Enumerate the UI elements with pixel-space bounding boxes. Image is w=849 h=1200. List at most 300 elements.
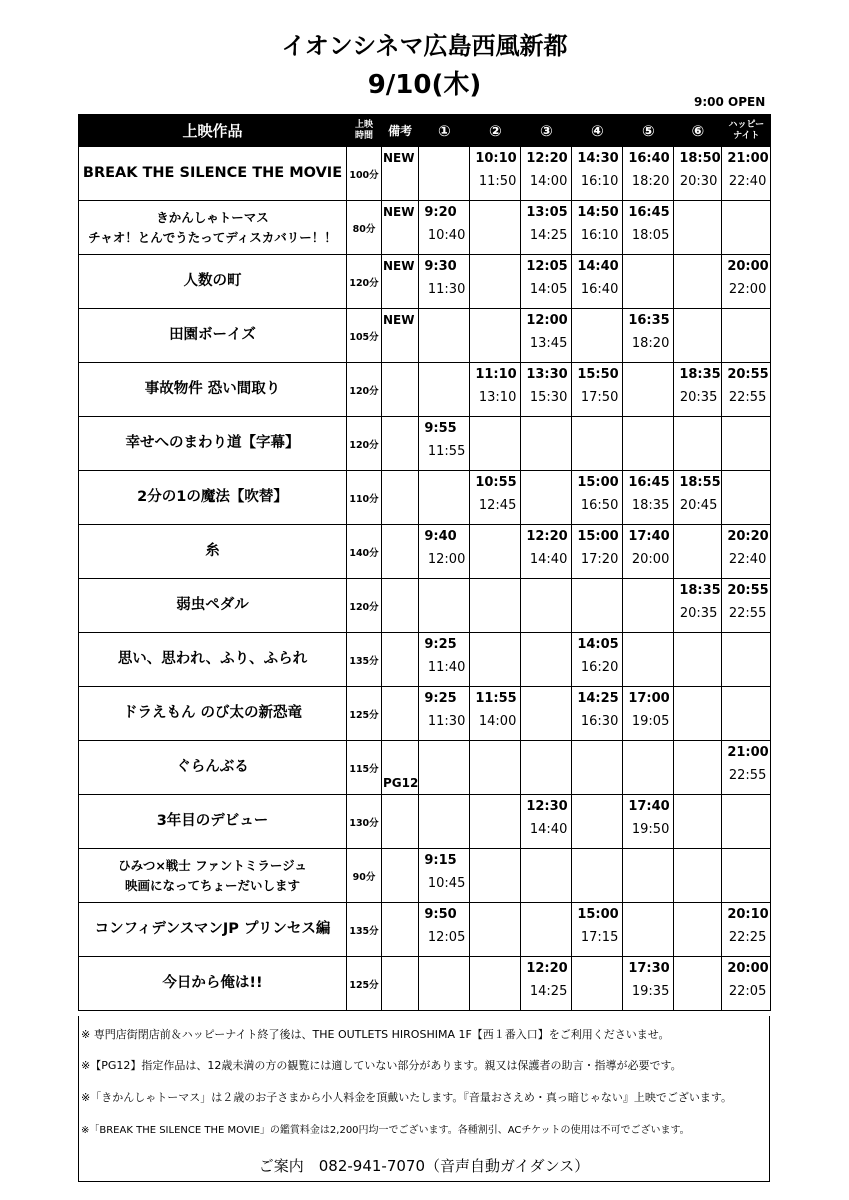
showtime-screen-5 <box>623 255 674 309</box>
movie-title <box>79 147 347 201</box>
showtime-screen-3 <box>521 849 572 903</box>
start-time: 12:20 <box>526 961 568 976</box>
showtime-screen-5 <box>623 741 674 795</box>
movie-title <box>79 741 347 795</box>
start-time: 18:55 <box>679 475 721 490</box>
showtime-screen-5 <box>623 417 674 471</box>
table-row <box>79 849 771 903</box>
showtime-happy-night <box>722 579 771 633</box>
showtime-screen-5 <box>623 525 674 579</box>
showtime-screen-6 <box>674 957 722 1011</box>
showtime-screen-1 <box>419 363 470 417</box>
start-time: 12:05 <box>526 259 568 274</box>
showtime-screen-3 <box>521 417 572 471</box>
showtime-happy-night <box>722 525 771 579</box>
start-time: 14:40 <box>577 259 619 274</box>
movie-title-line: 思い、思われ、ふり、ふられ <box>117 651 308 667</box>
end-time: 16:10 <box>580 228 619 243</box>
start-time: 12:00 <box>526 313 568 328</box>
showtime-screen-6 <box>674 255 722 309</box>
table-row <box>79 903 771 957</box>
end-time: 20:45 <box>679 498 718 513</box>
start-time: 13:05 <box>526 205 568 220</box>
end-time: 20:00 <box>631 552 670 567</box>
movie-title <box>79 309 347 363</box>
start-time: 20:20 <box>727 529 769 544</box>
header-screen-4: ④ <box>572 115 623 147</box>
end-time: 11:55 <box>427 444 466 459</box>
movie-title-line: ひみつ×戦士 ファントミラージュ <box>118 857 307 873</box>
end-time: 14:05 <box>529 282 568 297</box>
start-time: 21:00 <box>727 151 769 166</box>
movie-note <box>382 687 419 741</box>
showtime-happy-night <box>722 201 771 255</box>
start-time: 18:35 <box>679 583 721 598</box>
showtime-screen-3 <box>521 147 572 201</box>
showtime-screen-6 <box>674 633 722 687</box>
showtime-screen-3 <box>521 633 572 687</box>
end-time: 12:00 <box>427 552 466 567</box>
showtime-screen-2 <box>470 147 521 201</box>
showtime-happy-night <box>722 309 771 363</box>
showtime-screen-1 <box>419 957 470 1011</box>
showtime-screen-3 <box>521 795 572 849</box>
end-time: 19:05 <box>631 714 670 729</box>
showtime-screen-4 <box>572 471 623 525</box>
showtime-screen-4 <box>572 903 623 957</box>
end-time: 18:35 <box>631 498 670 513</box>
showtime-screen-3 <box>521 579 572 633</box>
showtime-screen-4 <box>572 201 623 255</box>
movie-title-line: 田園ボーイズ <box>169 327 256 343</box>
movie-note <box>382 579 419 633</box>
end-time: 22:00 <box>728 282 767 297</box>
end-time: 17:20 <box>580 552 619 567</box>
showtime-screen-4 <box>572 579 623 633</box>
showtime-screen-5 <box>623 903 674 957</box>
movie-title-line: 人数の町 <box>183 273 242 289</box>
start-time: 21:00 <box>727 745 769 760</box>
movie-title-line: 事故物件 恐い間取り <box>144 381 281 397</box>
showtime-screen-5 <box>623 957 674 1011</box>
header-duration: 上映 時間 <box>347 115 382 147</box>
showtime-screen-1 <box>419 309 470 363</box>
showtime-screen-1 <box>419 147 470 201</box>
end-time: 14:40 <box>529 822 568 837</box>
start-time: 14:50 <box>577 205 619 220</box>
movie-title-line: ドラえもん のび太の新恐竜 <box>122 705 303 721</box>
showtime-screen-6 <box>674 147 722 201</box>
start-time: 13:30 <box>526 367 568 382</box>
movie-duration: 120分 <box>347 363 382 417</box>
table-row <box>79 255 771 309</box>
showtime-screen-3 <box>521 957 572 1011</box>
start-time: 9:25 <box>424 637 457 652</box>
start-time: 10:55 <box>475 475 517 490</box>
end-time: 14:00 <box>478 714 517 729</box>
header-note: 備考 <box>382 115 419 147</box>
end-time: 13:10 <box>478 390 517 405</box>
start-time: 17:00 <box>628 691 670 706</box>
showtime-screen-3 <box>521 309 572 363</box>
showtime-screen-5 <box>623 687 674 741</box>
showtime-screen-2 <box>470 741 521 795</box>
showtime-screen-2 <box>470 957 521 1011</box>
theater-name: イオンシネマ広島西風新都 <box>281 32 568 60</box>
showtime-screen-6 <box>674 363 722 417</box>
showtime-screen-6 <box>674 741 722 795</box>
showtime-happy-night <box>722 687 771 741</box>
showtime-screen-5 <box>623 309 674 363</box>
showtime-screen-5 <box>623 201 674 255</box>
end-time: 16:20 <box>580 660 619 675</box>
end-time: 18:05 <box>631 228 670 243</box>
start-time: 9:40 <box>424 529 457 544</box>
showtime-screen-2 <box>470 849 521 903</box>
movie-note <box>382 471 419 525</box>
end-time: 22:40 <box>728 552 767 567</box>
table-row <box>79 795 771 849</box>
start-time: 20:55 <box>727 583 769 598</box>
showtime-screen-1 <box>419 255 470 309</box>
showtime-happy-night <box>722 417 771 471</box>
movie-note <box>382 849 419 903</box>
movie-duration: 80分 <box>347 201 382 255</box>
start-time: 16:45 <box>628 475 670 490</box>
header-screen-3: ③ <box>521 115 572 147</box>
end-time: 16:10 <box>580 174 619 189</box>
showtime-screen-2 <box>470 201 521 255</box>
showtime-screen-3 <box>521 687 572 741</box>
movie-title-line: 今日から俺は!! <box>162 975 263 991</box>
table-row <box>79 957 771 1011</box>
showtime-screen-5 <box>623 579 674 633</box>
start-time: 15:00 <box>577 529 619 544</box>
movie-title-line: 3年目のデビュー <box>156 813 269 829</box>
showtime-happy-night <box>722 633 771 687</box>
showtime-screen-6 <box>674 471 722 525</box>
showtime-screen-1 <box>419 633 470 687</box>
end-time: 22:05 <box>728 984 767 999</box>
note-line: ※「BREAK THE SILENCE THE MOVIE」の鑑賞料金は2,200円均一でございます。各種割引、ACチケットの使用は不可でございます。 <box>81 1125 690 1136</box>
showtime-screen-1 <box>419 849 470 903</box>
showtime-happy-night <box>722 849 771 903</box>
showtime-screen-2 <box>470 579 521 633</box>
header-screen-6: ⑥ <box>674 115 722 147</box>
showtime-screen-6 <box>674 579 722 633</box>
start-time: 14:30 <box>577 151 619 166</box>
movie-duration: 115分 <box>347 741 382 795</box>
table-row <box>79 579 771 633</box>
showtime-screen-3 <box>521 255 572 309</box>
showtime-screen-3 <box>521 471 572 525</box>
movie-title-line: 2分の1の魔法【吹替】 <box>137 489 288 505</box>
schedule-date: 9/10(木) <box>367 70 482 100</box>
showtime-happy-night <box>722 741 771 795</box>
start-time: 12:20 <box>526 151 568 166</box>
showtime-happy-night <box>722 147 771 201</box>
start-time: 10:10 <box>475 151 517 166</box>
movie-duration: 110分 <box>347 471 382 525</box>
start-time: 9:15 <box>424 853 457 868</box>
start-time: 18:50 <box>679 151 721 166</box>
movie-duration: 105分 <box>347 309 382 363</box>
movie-title <box>79 363 347 417</box>
movie-duration: 135分 <box>347 903 382 957</box>
showtime-screen-2 <box>470 471 521 525</box>
end-time: 16:40 <box>580 282 619 297</box>
showtime-screen-6 <box>674 849 722 903</box>
end-time: 22:55 <box>728 768 767 783</box>
start-time: 20:00 <box>727 961 769 976</box>
showtime-happy-night <box>722 903 771 957</box>
end-time: 14:00 <box>529 174 568 189</box>
movie-title <box>79 903 347 957</box>
start-time: 11:10 <box>475 367 517 382</box>
end-time: 11:40 <box>427 660 466 675</box>
header-screen-5: ⑤ <box>623 115 674 147</box>
movie-title-line: ぐらんぶる <box>176 759 249 775</box>
movie-note: NEW <box>382 309 419 363</box>
movie-note <box>382 903 419 957</box>
end-time: 20:35 <box>679 390 718 405</box>
movie-note <box>382 795 419 849</box>
table-row <box>79 147 771 201</box>
end-time: 11:30 <box>427 282 466 297</box>
showtime-screen-5 <box>623 471 674 525</box>
showtime-screen-1 <box>419 579 470 633</box>
table-row <box>79 741 771 795</box>
showtime-screen-4 <box>572 795 623 849</box>
movie-note: PG12 <box>382 741 419 795</box>
header-screen-1: ① <box>419 115 470 147</box>
start-time: 12:20 <box>526 529 568 544</box>
showtime-screen-4 <box>572 417 623 471</box>
movie-duration: 120分 <box>347 579 382 633</box>
showtime-screen-1 <box>419 903 470 957</box>
end-time: 12:45 <box>478 498 517 513</box>
start-time: 15:00 <box>577 475 619 490</box>
movie-note: NEW <box>382 201 419 255</box>
showtime-screen-5 <box>623 363 674 417</box>
header-happy-night: ハッピー ナイト <box>722 115 771 147</box>
end-time: 20:30 <box>679 174 718 189</box>
showtime-screen-4 <box>572 957 623 1011</box>
showtime-screen-1 <box>419 687 470 741</box>
start-time: 15:50 <box>577 367 619 382</box>
showtime-screen-2 <box>470 687 521 741</box>
end-time: 17:15 <box>580 930 619 945</box>
showtime-screen-6 <box>674 201 722 255</box>
start-time: 20:00 <box>727 259 769 274</box>
start-time: 9:25 <box>424 691 457 706</box>
movie-duration: 140分 <box>347 525 382 579</box>
showtime-screen-2 <box>470 633 521 687</box>
note-line: ※【PG12】指定作品は、12歳未満の方の観覧には適していない部分があります。親又は保護者の助言・指導が必要です。 <box>81 1059 682 1072</box>
showtime-screen-3 <box>521 363 572 417</box>
open-time: 9:00 OPEN <box>694 95 766 109</box>
movie-title <box>79 687 347 741</box>
start-time: 9:55 <box>424 421 457 436</box>
showtime-screen-1 <box>419 795 470 849</box>
end-time: 14:40 <box>529 552 568 567</box>
movie-title-line: 弱虫ペダル <box>176 597 249 613</box>
movie-note <box>382 417 419 471</box>
showtime-screen-4 <box>572 741 623 795</box>
start-time: 17:40 <box>628 799 670 814</box>
showtime-screen-4 <box>572 687 623 741</box>
showtime-screen-1 <box>419 201 470 255</box>
showtime-screen-5 <box>623 147 674 201</box>
table-row <box>79 201 771 255</box>
showtime-screen-1 <box>419 741 470 795</box>
showtime-screen-1 <box>419 417 470 471</box>
start-time: 17:30 <box>628 961 670 976</box>
table-row <box>79 633 771 687</box>
movie-title <box>79 849 347 903</box>
movie-duration: 90分 <box>347 849 382 903</box>
start-time: 14:05 <box>577 637 619 652</box>
movie-title-line: きかんしゃトーマス <box>156 209 269 225</box>
movie-duration: 125分 <box>347 687 382 741</box>
movie-note <box>382 633 419 687</box>
table-row <box>79 471 771 525</box>
movie-duration: 135分 <box>347 633 382 687</box>
movie-duration: 120分 <box>347 417 382 471</box>
showtime-screen-4 <box>572 633 623 687</box>
movie-title <box>79 471 347 525</box>
table-row <box>79 417 771 471</box>
start-time: 16:40 <box>628 151 670 166</box>
movie-title-line: チャオ！とんでうたってディスカバリー！！ <box>88 229 337 245</box>
notes-box <box>78 1016 770 1182</box>
showtime-screen-3 <box>521 903 572 957</box>
showtime-happy-night <box>722 471 771 525</box>
showtime-screen-6 <box>674 795 722 849</box>
movie-note <box>382 363 419 417</box>
showtime-happy-night <box>722 957 771 1011</box>
movie-note <box>382 957 419 1011</box>
showtime-happy-night <box>722 795 771 849</box>
movie-note: NEW <box>382 255 419 309</box>
showtime-screen-4 <box>572 363 623 417</box>
showtime-screen-6 <box>674 525 722 579</box>
end-time: 19:50 <box>631 822 670 837</box>
end-time: 12:05 <box>427 930 466 945</box>
end-time: 22:25 <box>728 930 767 945</box>
end-time: 14:25 <box>529 228 568 243</box>
showtime-screen-2 <box>470 903 521 957</box>
showtime-screen-6 <box>674 417 722 471</box>
showtime-screen-4 <box>572 147 623 201</box>
showtime-screen-2 <box>470 417 521 471</box>
showtime-happy-night <box>722 255 771 309</box>
end-time: 13:45 <box>529 336 568 351</box>
end-time: 17:50 <box>580 390 619 405</box>
start-time: 11:55 <box>475 691 517 706</box>
table-row <box>79 687 771 741</box>
movie-title-line: コンフィデンスマンJP プリンセス編 <box>94 921 331 937</box>
showtime-screen-3 <box>521 201 572 255</box>
showtime-screen-2 <box>470 525 521 579</box>
start-time: 14:25 <box>577 691 619 706</box>
movie-title-line: 映画になってちょーだいします <box>124 877 300 893</box>
showtime-screen-2 <box>470 309 521 363</box>
showtime-happy-night <box>722 363 771 417</box>
start-time: 20:10 <box>727 907 769 922</box>
table-row <box>79 525 771 579</box>
end-time: 22:40 <box>728 174 767 189</box>
start-time: 20:55 <box>727 367 769 382</box>
showtime-screen-2 <box>470 795 521 849</box>
showtime-screen-3 <box>521 525 572 579</box>
movie-title <box>79 417 347 471</box>
movie-duration: 125分 <box>347 957 382 1011</box>
showtime-screen-2 <box>470 363 521 417</box>
movie-title <box>79 795 347 849</box>
movie-title <box>79 255 347 309</box>
header-title: 上映作品 <box>79 115 347 147</box>
showtime-screen-1 <box>419 471 470 525</box>
showtime-screen-4 <box>572 255 623 309</box>
start-time: 16:35 <box>628 313 670 328</box>
showtime-screen-2 <box>470 255 521 309</box>
end-time: 18:20 <box>631 336 670 351</box>
start-time: 17:40 <box>628 529 670 544</box>
table-row <box>79 363 771 417</box>
end-time: 18:20 <box>631 174 670 189</box>
end-time: 22:55 <box>728 606 767 621</box>
movie-title-line: 糸 <box>205 543 220 559</box>
start-time: 15:00 <box>577 907 619 922</box>
note-line: ※「きかんしゃトーマス」は２歳のお子さまから小人料金を頂戴いたします。『音量おさえめ・真っ暗じゃない』上映でございます。 <box>81 1091 732 1104</box>
movie-title <box>79 579 347 633</box>
start-time: 9:20 <box>424 205 457 220</box>
showtime-screen-6 <box>674 309 722 363</box>
showtime-screen-5 <box>623 849 674 903</box>
end-time: 10:40 <box>427 228 466 243</box>
movie-note <box>382 525 419 579</box>
showtime-screen-6 <box>674 687 722 741</box>
movie-title <box>79 525 347 579</box>
showtime-screen-1 <box>419 525 470 579</box>
movie-duration: 130分 <box>347 795 382 849</box>
movie-title <box>79 957 347 1011</box>
showtime-screen-4 <box>572 849 623 903</box>
movie-title-line: 幸せへのまわり道【字幕】 <box>125 435 300 451</box>
start-time: 9:30 <box>424 259 457 274</box>
end-time: 15:30 <box>529 390 568 405</box>
start-time: 12:30 <box>526 799 568 814</box>
showtime-screen-5 <box>623 633 674 687</box>
movie-title <box>79 633 347 687</box>
start-time: 18:35 <box>679 367 721 382</box>
end-time: 19:35 <box>631 984 670 999</box>
contact-info: ご案内 082-941-7070（音声自動ガイダンス） <box>258 1157 590 1175</box>
movie-duration: 100分 <box>347 147 382 201</box>
movie-duration: 120分 <box>347 255 382 309</box>
end-time: 14:25 <box>529 984 568 999</box>
start-time: 9:50 <box>424 907 457 922</box>
end-time: 20:35 <box>679 606 718 621</box>
table-row <box>79 309 771 363</box>
schedule-table <box>78 114 771 1011</box>
end-time: 10:45 <box>427 876 466 891</box>
header-screen-2: ② <box>470 115 521 147</box>
end-time: 16:30 <box>580 714 619 729</box>
end-time: 16:50 <box>580 498 619 513</box>
movie-title <box>79 201 347 255</box>
